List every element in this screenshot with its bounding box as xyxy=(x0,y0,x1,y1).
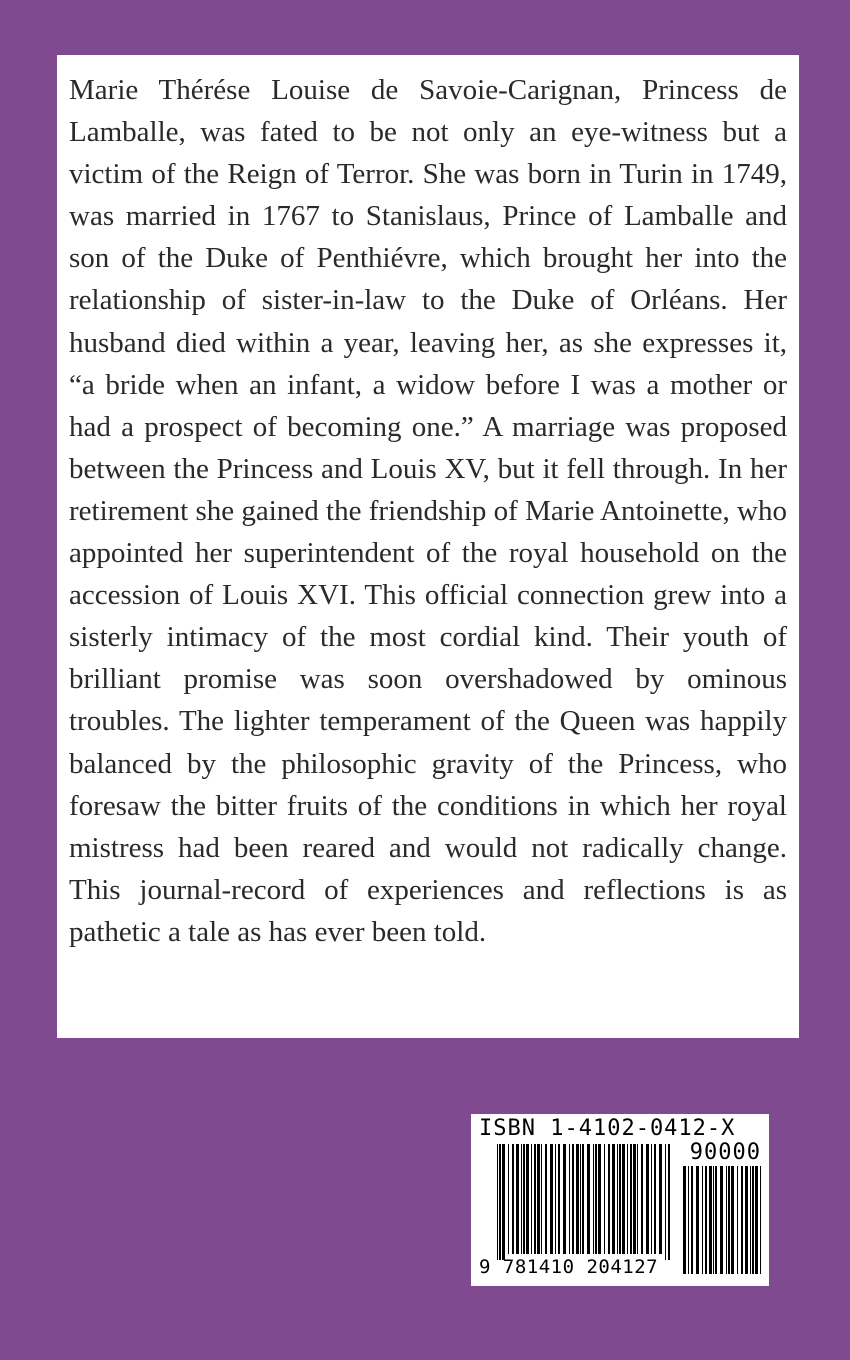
barcode-bar xyxy=(608,1144,610,1254)
barcode-bar xyxy=(752,1166,754,1274)
price-addon-digits: 90000 xyxy=(689,1140,761,1165)
barcode-bar xyxy=(668,1144,670,1260)
barcode-bar xyxy=(696,1166,699,1274)
barcode-bar xyxy=(537,1144,540,1254)
barcode-bar xyxy=(705,1166,707,1274)
barcode-bar xyxy=(587,1144,590,1254)
barcode-bar xyxy=(622,1144,625,1254)
barcode-bar xyxy=(715,1166,717,1274)
barcode-bar xyxy=(659,1144,662,1254)
barcode-bar xyxy=(627,1144,628,1254)
barcode-bar xyxy=(580,1144,581,1254)
barcode-bar xyxy=(731,1166,734,1274)
barcode-bar xyxy=(637,1144,638,1254)
barcode-bar xyxy=(737,1166,738,1274)
barcode-bar xyxy=(728,1166,730,1274)
barcode-bar xyxy=(569,1144,570,1254)
barcode-bar xyxy=(750,1166,751,1274)
barcode-bar xyxy=(654,1144,656,1254)
barcode-bar xyxy=(691,1166,693,1274)
barcode-bar xyxy=(612,1144,615,1254)
barcode-bar xyxy=(534,1144,536,1254)
barcode-bar xyxy=(508,1144,509,1254)
barcode-bar xyxy=(630,1144,632,1254)
barcode-bar xyxy=(760,1166,761,1274)
barcode-bar xyxy=(598,1144,601,1254)
barcode-bar xyxy=(713,1166,714,1274)
isbn-label: ISBN 1-4102-0412-X xyxy=(479,1116,736,1141)
barcode-bar xyxy=(709,1166,712,1274)
barcode-bar xyxy=(595,1144,597,1254)
barcode-bar xyxy=(523,1144,525,1254)
description-panel xyxy=(57,55,799,1038)
barcode-bar xyxy=(563,1144,566,1254)
barcode-bar xyxy=(665,1144,666,1260)
barcode-bar xyxy=(521,1144,522,1254)
book-description: Marie Thérése Louise de Savoie-Carignan, Princess de Lamballe, was fated to be not only an eye-witness but a victim of the Reign of Terror. She was born in Turin in 1749, was married in 1767 to Stanislaus, Prince of Lamballe and son of the Duke of Penthiévre, which brought her into the relationship of sister-in-law to the Duke of Orléans. Her husband died within a year, leaving her, as she expresses it, “a bride when an infant, a widow before I was a mother or had a prospect of becoming one.” A marriage was proposed between the Princess and Louis XV, but it fell through. In her retirement she gained the friendship of Marie Antoinette, who appointed her superintendent of the royal household on the accession of Louis XVI. This official connection grew into a sisterly intimacy of the most cordial kind. Their youth of brilliant promise was soon overshadowed by ominous troubles. The lighter temperament of the Queen was happily balanced by the philosophic gravity of the Princess, who foresaw the bitter fruits of the conditions in which her royal mistress had been reared and would not radically change. This journal-record of experiences and reflections is as pathetic a tale as has ever been told. xyxy=(69,74,787,948)
barcode-bar xyxy=(604,1144,605,1254)
barcode-bar xyxy=(726,1166,727,1274)
barcode-bar xyxy=(593,1144,594,1254)
barcode-bar xyxy=(512,1144,514,1254)
barcode-bar xyxy=(619,1144,621,1254)
barcode-bar xyxy=(558,1144,560,1254)
barcode-bar xyxy=(702,1166,703,1274)
barcode-bar xyxy=(555,1144,556,1254)
barcode-bar xyxy=(720,1166,723,1274)
barcode-bar xyxy=(541,1144,542,1254)
barcode-bar xyxy=(497,1144,498,1260)
barcode-panel xyxy=(471,1114,769,1286)
barcode-bar xyxy=(499,1144,501,1260)
barcode-bar xyxy=(755,1166,758,1274)
ean-digits: 9 781410 204127 xyxy=(479,1256,659,1278)
barcode-bar xyxy=(576,1144,579,1254)
barcode-bar xyxy=(526,1144,529,1254)
barcode-bar xyxy=(651,1144,652,1254)
barcode-bar xyxy=(688,1166,689,1274)
barcode-bar xyxy=(646,1144,649,1254)
barcode-bar xyxy=(683,1166,686,1274)
barcode-bar xyxy=(641,1144,643,1254)
barcode-bar xyxy=(582,1144,584,1254)
barcode-bar xyxy=(516,1144,519,1254)
barcode-bar xyxy=(550,1144,553,1254)
barcode-bar xyxy=(545,1144,547,1254)
barcode-bar xyxy=(633,1144,636,1254)
barcode-bar xyxy=(617,1144,618,1254)
barcode-bar xyxy=(741,1166,743,1274)
barcode-bar xyxy=(745,1166,748,1274)
barcode-bar xyxy=(572,1144,574,1254)
barcode-bar xyxy=(531,1144,532,1254)
barcode-bar xyxy=(502,1144,505,1260)
